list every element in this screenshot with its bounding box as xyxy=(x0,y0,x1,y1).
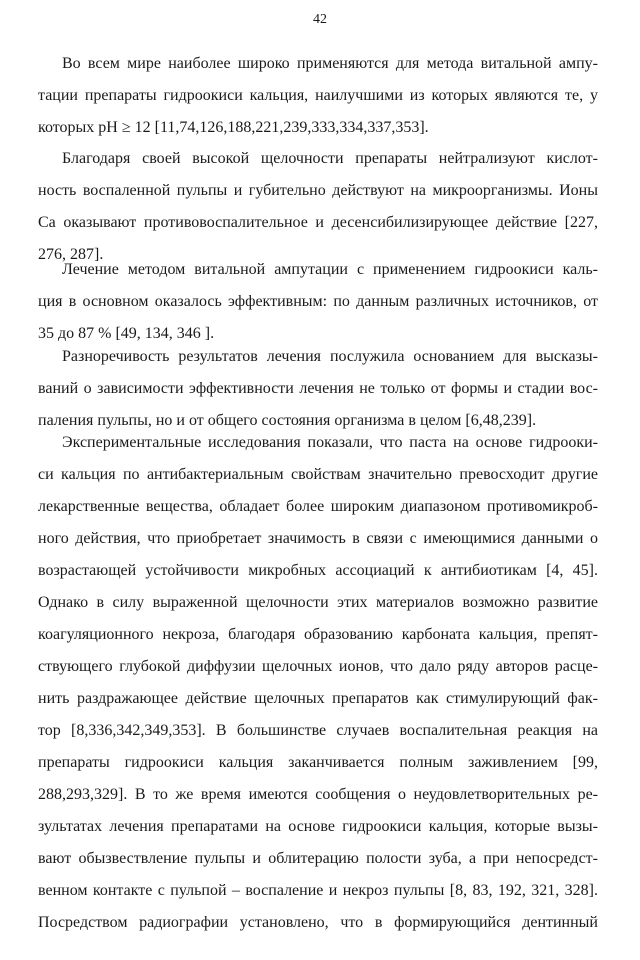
text-line: Экспериментальные исследования показали, что паста на основе гидрооки- xyxy=(62,434,598,451)
text-line: лекарственные вещества, обладает более широким диапазоном противомикроб- xyxy=(38,498,598,515)
text-line: Са оказывают противовоспалительное и десенсибилизирующее действие [227, xyxy=(38,214,598,231)
paragraph-5 xyxy=(38,427,598,939)
text-line: препараты гидроокиси кальция заканчивается полным заживлением [99, xyxy=(38,754,598,771)
text-line: паления пульпы, но и от общего состояния организма в целом [6,48,239]. xyxy=(38,412,537,429)
text-line: Во всем мире наиболее широко применяются для метода витальной ампу- xyxy=(62,55,598,72)
text-line: Посредством радиографии установлено, что в формирующийся дентинный xyxy=(38,914,598,931)
paragraph-4 xyxy=(38,341,598,437)
text-line: возрастающей устойчивости микробных ассоциаций к антибиотикам [4, 45]. xyxy=(38,562,598,579)
text-line: Однако в силу выраженной щелочности этих материалов возможно развитие xyxy=(38,594,598,611)
text-line: 35 до 87 % [49, 134, 346 ]. xyxy=(38,325,215,342)
text-line: си кальция по антибактериальным свойствам значительно превосходит другие xyxy=(38,466,598,483)
text-line: которых pH ≥ 12 [11,74,126,188,221,239,333,334,337,353]. xyxy=(38,119,429,136)
text-line: Лечение методом витальной ампутации с применением гидроокиси каль- xyxy=(62,261,598,278)
text-line: Разноречивость результатов лечения послужила основанием для высказы- xyxy=(62,348,598,365)
text-line: ция в основном оказалось эффективным: по данным различных источников, от xyxy=(38,293,598,310)
text-line: ность воспаленной пульпы и губительно действуют на микроорганизмы. Ионы xyxy=(38,182,598,199)
text-line: тации препараты гидроокиси кальция, наилучшими из которых являются те, у xyxy=(38,87,598,104)
text-line: коагуляционного некроза, благодаря образованию карбоната кальция, препят- xyxy=(38,626,598,643)
paragraph-2 xyxy=(38,143,598,271)
text-line: вают обызвествление пульпы и облитерацию полости зуба, а при непосредст- xyxy=(38,850,598,867)
text-line: нить раздражающее действие щелочных препаратов как стимулирующий фак- xyxy=(38,690,598,707)
text-line: зультатах лечения препаратами на основе гидроокиси кальция, которые вызы- xyxy=(38,818,598,835)
paragraph-1 xyxy=(38,48,598,144)
text-line: Благодаря своей высокой щелочности препараты нейтрализуют кислот- xyxy=(62,150,598,167)
text-line: ного действия, что приобретает значимость в связи с имеющимися данными о xyxy=(38,530,598,547)
paragraph-3 xyxy=(38,254,598,350)
text-line: тор [8,336,342,349,353]. В большинстве случаев воспалительная реакция на xyxy=(38,722,598,739)
text-line: венном контакте с пульпой – воспаление и некроз пульпы [8, 83, 192, 321, 328]. xyxy=(38,882,598,899)
text-line: ваний о зависимости эффективности лечения не только от формы и стадии вос- xyxy=(38,380,598,397)
page-number: 42 xyxy=(313,12,327,27)
text-line: ствующего глубокой диффузии щелочных ионов, что дало ряду авторов расце- xyxy=(38,658,598,675)
text-line: 276, 287]. xyxy=(38,246,104,263)
text-line: 288,293,329]. В то же время имеются сообщения о неудовлетворительных ре- xyxy=(38,786,598,803)
